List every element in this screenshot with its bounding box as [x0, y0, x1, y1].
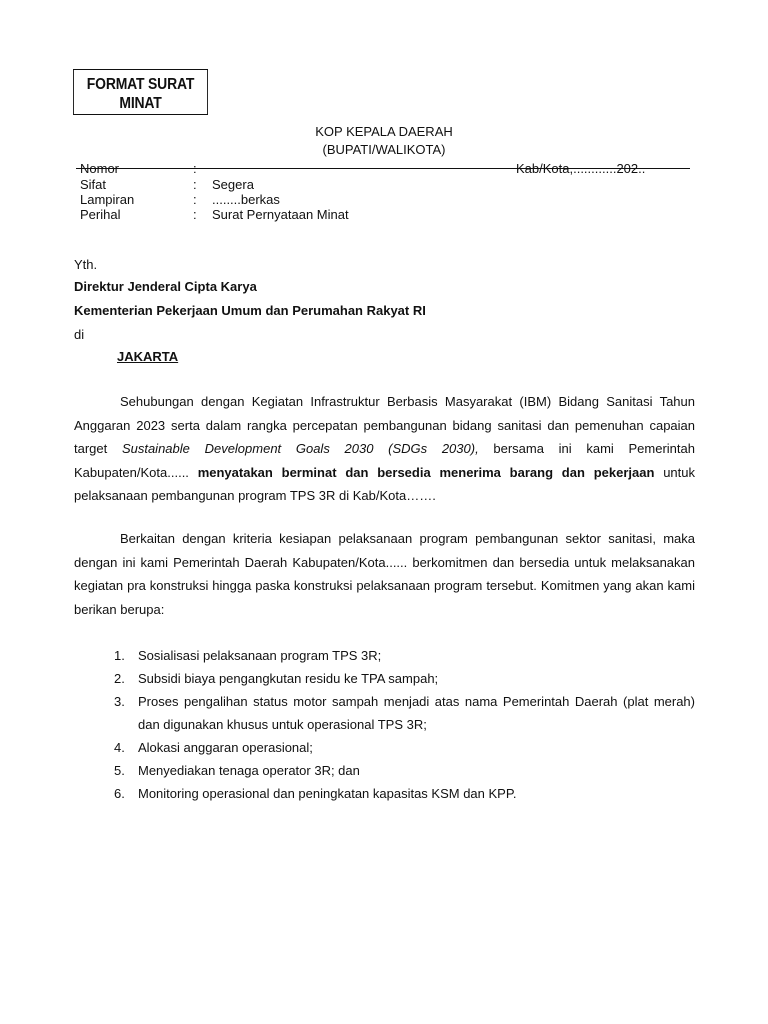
format-title-line1: FORMAT SURAT	[86, 76, 195, 93]
list-number: 6.	[114, 786, 125, 801]
letterhead-title: KOP KEPALA DAERAH	[315, 124, 453, 139]
meta-label: Lampiran	[80, 192, 135, 207]
salutation: Yth.	[74, 257, 98, 272]
meta-colon: :	[193, 161, 197, 176]
recipient-ministry: Kementerian Pekerjaan Umum dan Perumahan Rakyat RI	[74, 303, 426, 318]
statement-bold: menyatakan berminat dan bersedia menerima barang dan pekerjaan	[197, 464, 655, 480]
meta-label: Sifat	[80, 177, 107, 192]
meta-value: Segera	[212, 177, 254, 192]
list-item	[74, 736, 695, 759]
list-text: Alokasi anggaran operasional;	[138, 740, 313, 755]
list-item	[74, 690, 695, 736]
paragraph-intro-text: Sehubungan dengan Kegiatan Infrastruktur Berbasis Masyarakat (IBM) Bidang Sanitasi Tahun Anggaran 2023 serta dalam rangka percepatan pembangunan bidang sanitasi dan pemenuhan capaian target	[74, 394, 695, 456]
list-text: Sosialisasi pelaksanaan program TPS 3R;	[138, 648, 382, 663]
list-text: Menyediakan tenaga operator 3R; dan	[138, 763, 360, 778]
paragraph-intro	[74, 390, 695, 508]
list-number: 4.	[114, 740, 125, 755]
paragraph-commitment	[74, 527, 695, 621]
paragraph-intro-text: untuk pelaksanaan pembangunan program TPS 3R di Kab/Kota…….	[74, 464, 695, 503]
meta-label: Perihal	[80, 207, 121, 222]
meta-colon: :	[193, 177, 197, 192]
paragraph-commitment-text: Berkaitan dengan kriteria kesiapan pelaksanaan program pembangunan sektor sanitasi, maka dengan ini kami Pemerintah Daerah Kabupaten/Kota...... berkomitmen dan bersedia untuk melaksanakan kegiatan pra konstruksi hingga paska konstruksi pelaksanaan program tersebut. Komitmen yang akan kami berikan berupa:	[74, 531, 695, 617]
meta-value: Surat Pernyataan Minat	[212, 207, 349, 222]
meta-value: ........berkas	[212, 192, 280, 207]
format-title-box	[73, 69, 208, 115]
list-item	[74, 644, 695, 667]
format-title-line2: MINAT	[119, 95, 162, 112]
list-item	[74, 667, 695, 690]
list-number: 3.	[114, 694, 125, 709]
letterhead-subtitle: (BUPATI/WALIKOTA)	[322, 142, 446, 157]
commitment-list	[74, 644, 695, 805]
list-number: 1.	[114, 648, 125, 663]
list-text: Monitoring operasional dan peningkatan kapasitas KSM dan KPP.	[138, 786, 517, 801]
recipient-di: di	[74, 327, 85, 342]
list-item	[74, 759, 695, 782]
list-text: Proses pengalihan status motor sampah menjadi atas nama Pemerintah Daerah (plat merah) dan digunakan khusus untuk operasional TPS 3R;	[138, 694, 695, 732]
list-number: 5.	[114, 763, 125, 778]
sdgs-italic: Sustainable Development Goals 2030 (SDGs 2030),	[121, 441, 479, 456]
meta-colon: :	[193, 207, 197, 222]
meta-label: Nomor	[80, 161, 120, 176]
place-date: Kab/Kota,............202..	[516, 161, 646, 176]
recipient-city: JAKARTA	[117, 349, 179, 364]
recipient-directorate: Direktur Jenderal Cipta Karya	[74, 279, 257, 294]
list-item	[74, 782, 695, 805]
paragraph-intro-text: bersama ini kami Pemerintah Kabupaten/Kota......	[74, 441, 695, 480]
list-number: 2.	[114, 671, 125, 686]
list-text: Subsidi biaya pengangkutan residu ke TPA sampah;	[138, 671, 439, 686]
meta-colon: :	[193, 192, 197, 207]
